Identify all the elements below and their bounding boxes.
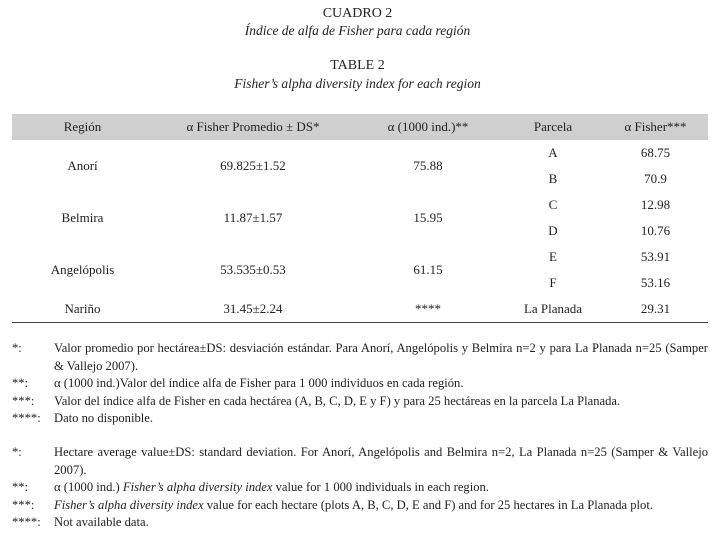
footnote	[12, 340, 708, 375]
footnote-marker: ****:	[12, 515, 41, 529]
cell-region: Nariño	[12, 296, 153, 323]
cell-plot-alpha: 68.75	[640, 145, 671, 160]
footnote	[12, 393, 708, 411]
footnote	[12, 497, 708, 515]
caption-es-title: Índice de alfa de Fisher para cada región	[244, 23, 471, 38]
footnotes-es	[12, 340, 708, 428]
fisher-alpha-table	[12, 114, 708, 323]
footnote-text: Valor promedio por hectárea±DS: desviación estándar. Para Anorí, Angelópolis y Belmira n=2 y para La Planada n=25 (Samper & Vallejo 2007).	[54, 341, 708, 373]
cell-alpha-1000: 61.15	[413, 262, 443, 277]
cell-plot-alpha: 12.98	[640, 197, 671, 212]
footnote-marker: *:	[12, 445, 22, 459]
caption-en-title: Fisher’s alpha diversity index for each region	[234, 76, 481, 91]
table-header-row	[12, 114, 708, 140]
cell-plot-alpha: 29.31	[603, 296, 708, 323]
footnote	[12, 444, 708, 479]
cell-mean: 31.45±2.24	[153, 296, 353, 323]
cell-plot-alpha: 53.91	[640, 249, 671, 264]
cell-plot-alpha: 53.16	[640, 275, 671, 290]
cell-plot: D	[548, 223, 558, 238]
cell-alpha-1000: ****	[353, 296, 503, 323]
cell-region: Angelópolis	[50, 262, 115, 277]
footnote-text: Fisher’s alpha diversity index value for each hectare (plots A, B, C, D, E and F) and for 25 hectares in La Planada plot.	[54, 497, 653, 512]
footnote	[12, 375, 708, 393]
cell-mean: 53.535±0.53	[220, 262, 286, 277]
footnote-marker: *:	[12, 341, 22, 355]
cell-mean: 11.87±1.57	[223, 210, 283, 225]
header-fisher-alpha: α Fisher***	[603, 114, 708, 140]
footnote-text: Not available data.	[54, 515, 149, 529]
table-row	[12, 192, 708, 218]
table-row	[12, 244, 708, 270]
footnote-text: α (1000 ind.) Fisher’s alpha diversity index value for 1 000 individuals in each region.	[54, 480, 489, 494]
cell-alpha-1000: 75.88	[413, 158, 443, 173]
cell-plot: F	[549, 275, 557, 290]
cell-plot: La Planada	[503, 296, 603, 323]
footnote-marker: **:	[12, 376, 29, 390]
cell-mean: 69.825±1.52	[220, 158, 286, 173]
caption-es-label: CUADRO 2	[322, 6, 393, 21]
header-plot: Parcela	[503, 114, 603, 140]
table-row	[12, 140, 708, 166]
footnotes-en	[12, 444, 708, 532]
table-row	[12, 296, 708, 323]
cell-region: Belmira	[61, 210, 104, 225]
footnote	[12, 479, 708, 497]
footnote-text: Dato no disponible.	[54, 411, 153, 425]
footnote-text: Hectare average value±DS: standard deviation. For Anorí, Angelópolis and Belmira n=2, La Planada n=25 (Samper & Vallejo 2007).	[54, 445, 708, 477]
cell-plot: A	[548, 145, 558, 160]
cell-plot-alpha: 10.76	[640, 223, 671, 238]
cell-alpha-1000: 15.95	[413, 210, 443, 225]
header-region: Región	[12, 114, 153, 140]
cell-plot: B	[548, 171, 558, 186]
header-fisher-mean: α Fisher Promedio ± DS*	[153, 114, 353, 140]
footnote-text: α (1000 ind.)Valor del índice alfa de Fisher para 1 000 individuos en cada región.	[54, 376, 464, 390]
footnote-marker: ****:	[12, 411, 41, 425]
footnote-marker: ***:	[12, 393, 35, 408]
header-alpha-1000: α (1000 ind.)**	[353, 114, 503, 140]
footnote-marker: **:	[12, 480, 29, 494]
cell-plot-alpha: 70.9	[644, 171, 667, 186]
cell-plot: C	[548, 197, 558, 212]
cell-plot: E	[549, 249, 557, 264]
footnote-marker: ***:	[12, 497, 35, 512]
footnote	[12, 514, 708, 532]
cell-region: Anorí	[67, 158, 98, 173]
footnote	[12, 410, 708, 428]
footnote-text: Valor del índice alfa de Fisher en cada hectárea (A, B, C, D, E y F) y para 25 hectáreas en la parcela La Planada.	[54, 393, 621, 408]
caption-en-label: TABLE 2	[330, 58, 385, 73]
